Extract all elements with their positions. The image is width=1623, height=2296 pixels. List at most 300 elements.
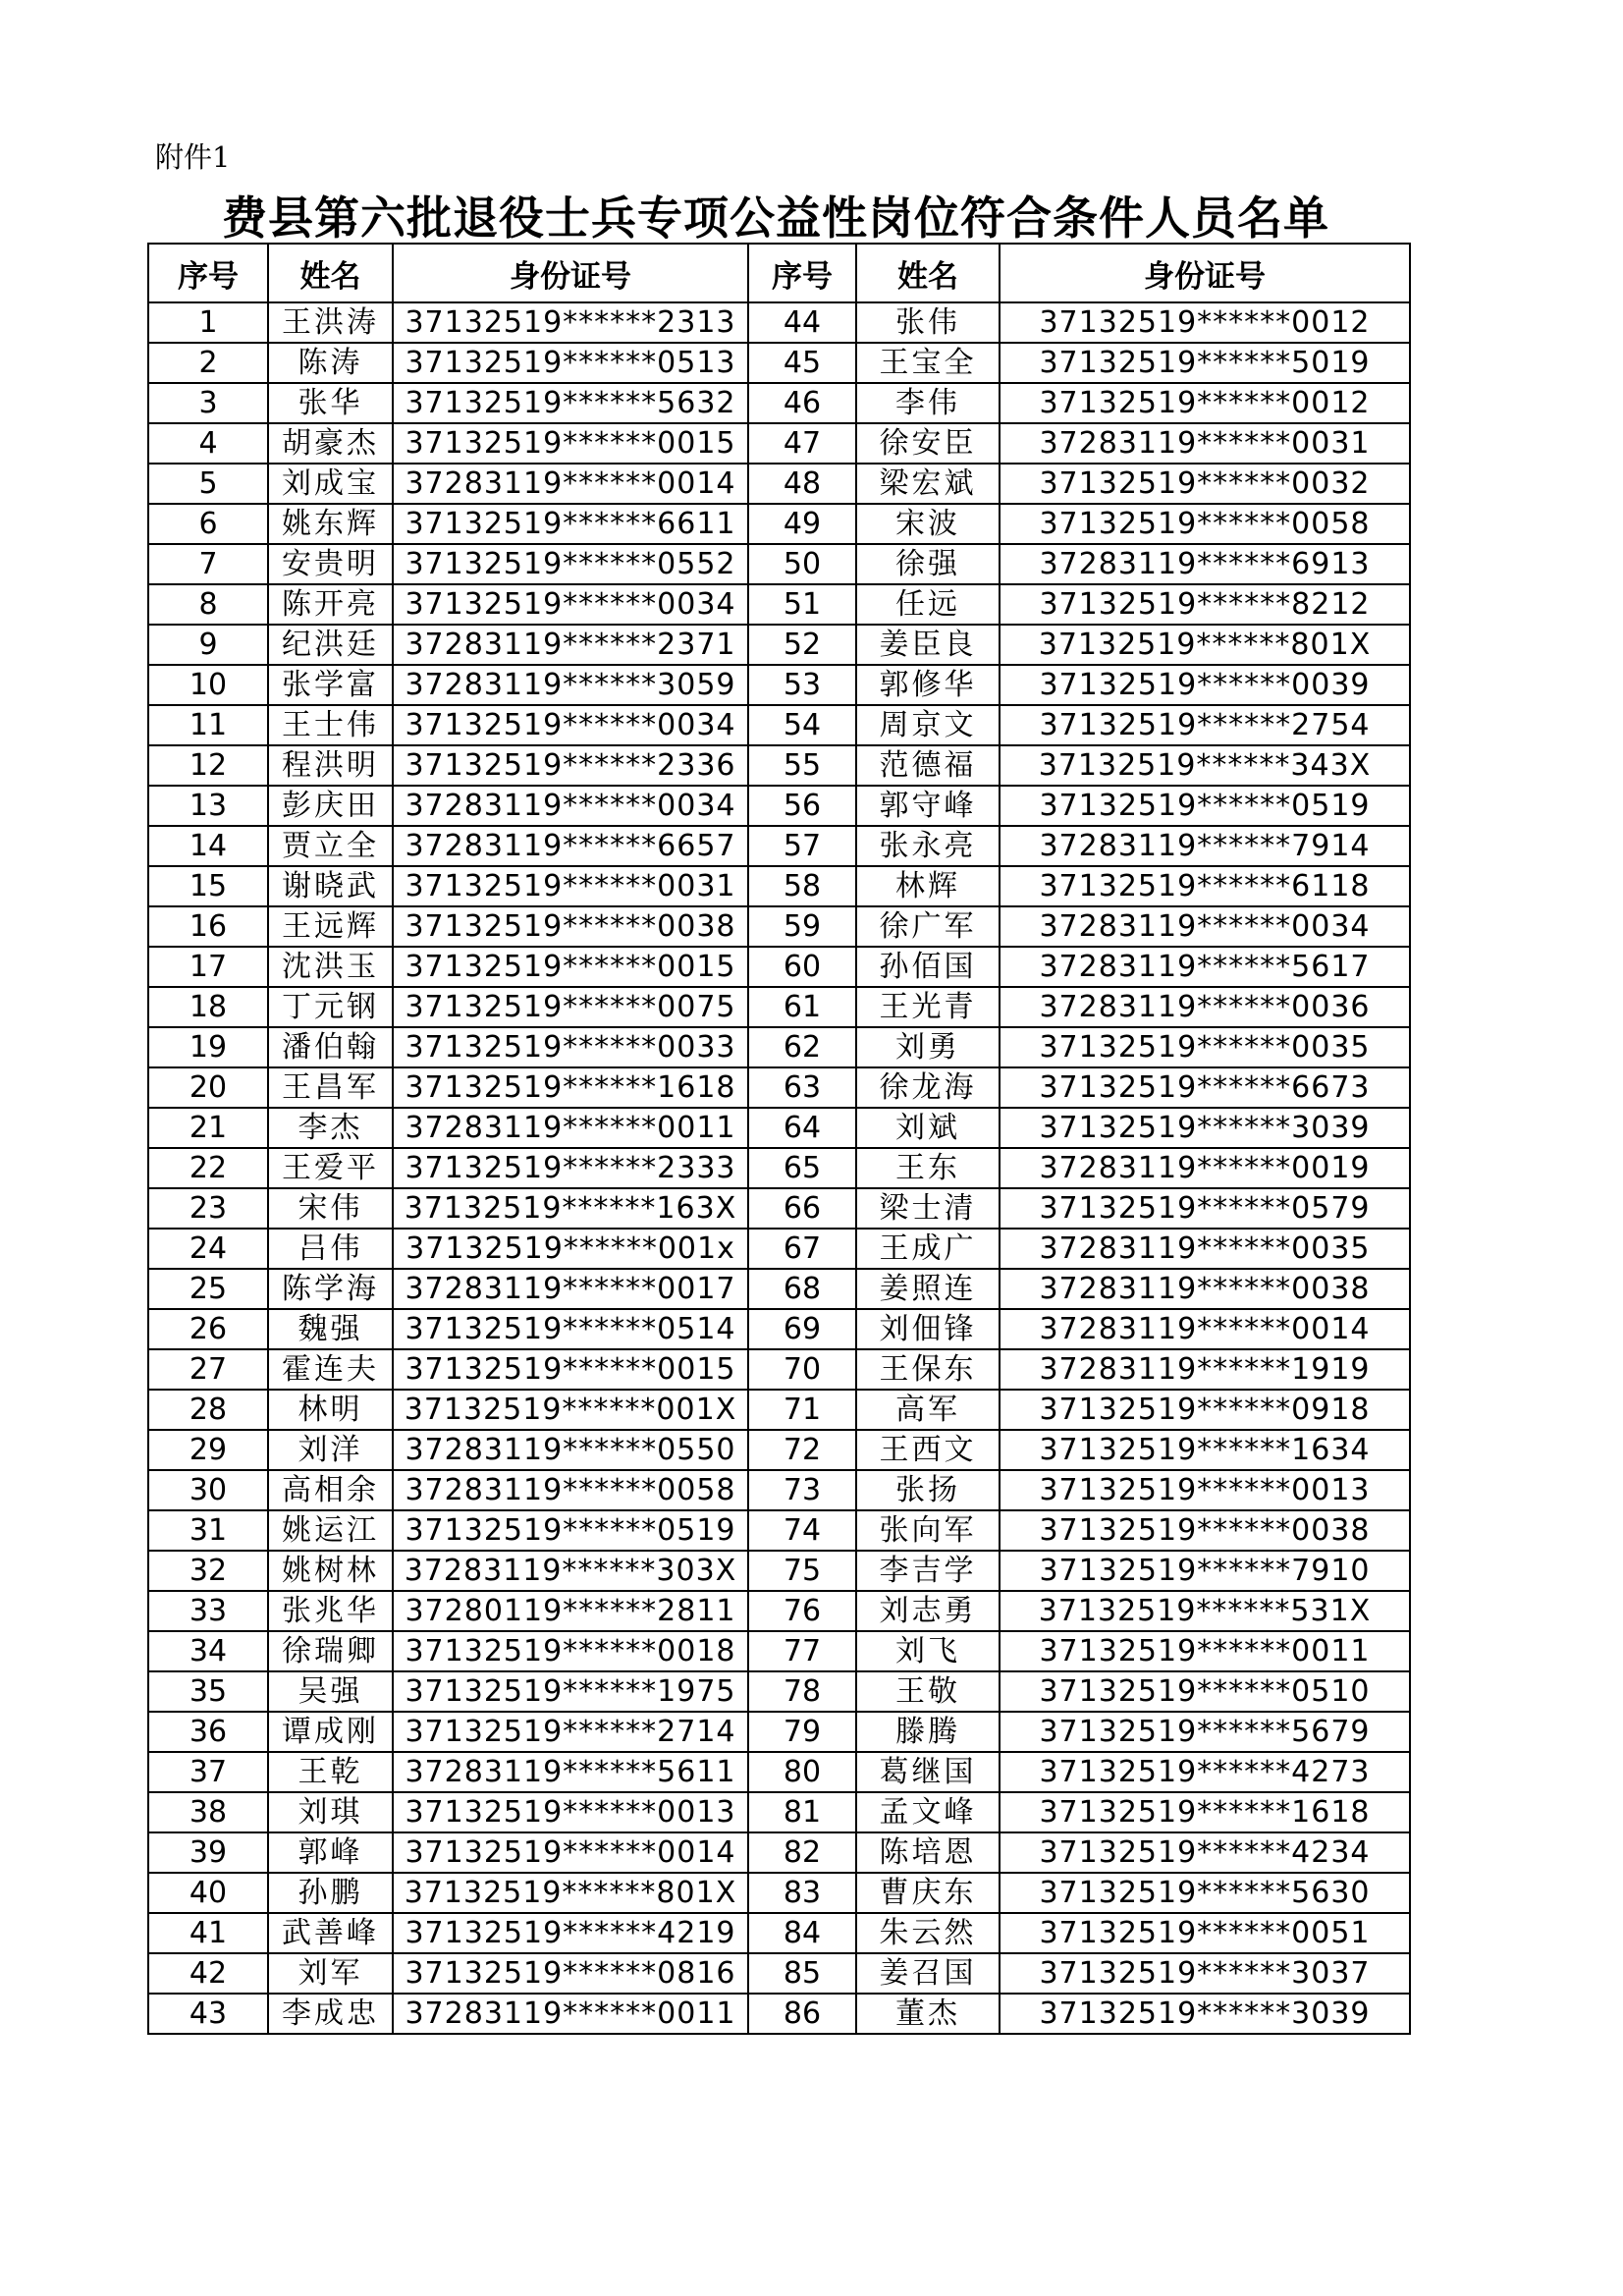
name-cell: 沈洪玉 bbox=[268, 947, 393, 987]
name-cell: 彭庆田 bbox=[268, 786, 393, 826]
seq-cell: 19 bbox=[148, 1027, 268, 1067]
seq-cell: 50 bbox=[748, 544, 856, 584]
seq-cell: 51 bbox=[748, 584, 856, 625]
seq-cell: 6 bbox=[148, 504, 268, 544]
id-number-cell: 37283119******5611 bbox=[393, 1752, 748, 1792]
table-row bbox=[148, 1229, 1410, 1269]
seq-cell: 25 bbox=[148, 1269, 268, 1309]
name-cell: 任远 bbox=[856, 584, 1000, 625]
name-cell: 王昌军 bbox=[268, 1067, 393, 1108]
name-cell: 潘伯翰 bbox=[268, 1027, 393, 1067]
seq-cell: 45 bbox=[748, 343, 856, 383]
id-number-cell: 37132519******1618 bbox=[1000, 1792, 1410, 1832]
personnel-table bbox=[147, 243, 1411, 2035]
id-number-cell: 37280119******2811 bbox=[393, 1591, 748, 1631]
seq-cell: 22 bbox=[148, 1148, 268, 1188]
seq-cell: 62 bbox=[748, 1027, 856, 1067]
seq-cell: 21 bbox=[148, 1108, 268, 1148]
table-row bbox=[148, 1510, 1410, 1551]
seq-cell: 85 bbox=[748, 1953, 856, 1994]
name-cell: 姜照连 bbox=[856, 1269, 1000, 1309]
id-number-cell: 37283119******2371 bbox=[393, 625, 748, 665]
name-cell: 林辉 bbox=[856, 866, 1000, 906]
id-number-cell: 37132519******0011 bbox=[1000, 1631, 1410, 1671]
id-number-cell: 37283119******6657 bbox=[393, 826, 748, 866]
name-cell: 张扬 bbox=[856, 1470, 1000, 1510]
name-cell: 刘飞 bbox=[856, 1631, 1000, 1671]
seq-cell: 71 bbox=[748, 1390, 856, 1430]
name-cell: 宋伟 bbox=[268, 1188, 393, 1229]
id-number-cell: 37132519******0510 bbox=[1000, 1671, 1410, 1712]
id-number-cell: 37283119******3059 bbox=[393, 665, 748, 705]
seq-cell: 34 bbox=[148, 1631, 268, 1671]
id-number-cell: 37132519******0013 bbox=[393, 1792, 748, 1832]
name-cell: 李吉学 bbox=[856, 1551, 1000, 1591]
name-cell: 张伟 bbox=[856, 302, 1000, 343]
seq-cell: 27 bbox=[148, 1349, 268, 1390]
seq-cell: 76 bbox=[748, 1591, 856, 1631]
name-cell: 孟文峰 bbox=[856, 1792, 1000, 1832]
seq-cell: 47 bbox=[748, 423, 856, 464]
seq-cell: 17 bbox=[148, 947, 268, 987]
id-number-cell: 37283119******5617 bbox=[1000, 947, 1410, 987]
table-row bbox=[148, 1994, 1410, 2034]
id-number-cell: 37132519******0032 bbox=[1000, 464, 1410, 504]
seq-cell: 10 bbox=[148, 665, 268, 705]
table-row bbox=[148, 1953, 1410, 1994]
id-number-cell: 37283119******0011 bbox=[393, 1994, 748, 2034]
id-number-cell: 37132519******2754 bbox=[1000, 705, 1410, 745]
name-cell: 霍连夫 bbox=[268, 1349, 393, 1390]
id-number-cell: 37283119******0058 bbox=[393, 1470, 748, 1510]
id-number-cell: 37132519******5679 bbox=[1000, 1712, 1410, 1752]
table-row bbox=[148, 1752, 1410, 1792]
seq-cell: 12 bbox=[148, 745, 268, 786]
seq-cell: 52 bbox=[748, 625, 856, 665]
seq-cell: 65 bbox=[748, 1148, 856, 1188]
name-cell: 范德福 bbox=[856, 745, 1000, 786]
id-number-cell: 37132519******0018 bbox=[393, 1631, 748, 1671]
seq-cell: 49 bbox=[748, 504, 856, 544]
name-cell: 陈培恩 bbox=[856, 1832, 1000, 1873]
id-number-cell: 37132519******2313 bbox=[393, 302, 748, 343]
table-row bbox=[148, 544, 1410, 584]
seq-cell: 54 bbox=[748, 705, 856, 745]
seq-cell: 30 bbox=[148, 1470, 268, 1510]
seq-cell: 35 bbox=[148, 1671, 268, 1712]
seq-cell: 26 bbox=[148, 1309, 268, 1349]
name-cell: 刘洋 bbox=[268, 1430, 393, 1470]
table-row bbox=[148, 1148, 1410, 1188]
name-cell: 葛继国 bbox=[856, 1752, 1000, 1792]
name-cell: 徐广军 bbox=[856, 906, 1000, 947]
seq-cell: 77 bbox=[748, 1631, 856, 1671]
id-number-cell: 37132519******5019 bbox=[1000, 343, 1410, 383]
id-number-cell: 37132519******4234 bbox=[1000, 1832, 1410, 1873]
id-number-cell: 37283119******0031 bbox=[1000, 423, 1410, 464]
table-row bbox=[148, 584, 1410, 625]
id-number-cell: 37132519******4219 bbox=[393, 1913, 748, 1953]
name-cell: 郭守峰 bbox=[856, 786, 1000, 826]
seq-cell: 41 bbox=[148, 1913, 268, 1953]
seq-cell: 32 bbox=[148, 1551, 268, 1591]
seq-cell: 58 bbox=[748, 866, 856, 906]
seq-cell: 44 bbox=[748, 302, 856, 343]
name-cell: 王敬 bbox=[856, 1671, 1000, 1712]
seq-cell: 18 bbox=[148, 987, 268, 1027]
name-cell: 孙佰国 bbox=[856, 947, 1000, 987]
table-row bbox=[148, 987, 1410, 1027]
id-number-cell: 37132519******001X bbox=[393, 1390, 748, 1430]
seq-cell: 13 bbox=[148, 786, 268, 826]
seq-cell: 39 bbox=[148, 1832, 268, 1873]
table-row bbox=[148, 786, 1410, 826]
table-row bbox=[148, 1269, 1410, 1309]
name-cell: 李成忠 bbox=[268, 1994, 393, 2034]
name-cell: 李杰 bbox=[268, 1108, 393, 1148]
seq-cell: 36 bbox=[148, 1712, 268, 1752]
seq-cell: 67 bbox=[748, 1229, 856, 1269]
id-number-cell: 37283119******7914 bbox=[1000, 826, 1410, 866]
name-cell: 贾立全 bbox=[268, 826, 393, 866]
seq-cell: 60 bbox=[748, 947, 856, 987]
id-number-cell: 37132519******0012 bbox=[1000, 302, 1410, 343]
table-row bbox=[148, 1067, 1410, 1108]
seq-header: 序号 bbox=[148, 244, 268, 302]
seq-cell: 55 bbox=[748, 745, 856, 786]
seq-cell: 53 bbox=[748, 665, 856, 705]
name-cell: 陈开亮 bbox=[268, 584, 393, 625]
name-cell: 王光青 bbox=[856, 987, 1000, 1027]
name-cell: 王爱平 bbox=[268, 1148, 393, 1188]
name-cell: 王洪涛 bbox=[268, 302, 393, 343]
seq-cell: 59 bbox=[748, 906, 856, 947]
id-number-cell: 37132519******1618 bbox=[393, 1067, 748, 1108]
seq-cell: 38 bbox=[148, 1792, 268, 1832]
table-row bbox=[148, 1832, 1410, 1873]
id-number-cell: 37132519******0013 bbox=[1000, 1470, 1410, 1510]
name-cell: 王远辉 bbox=[268, 906, 393, 947]
table-row bbox=[148, 1390, 1410, 1430]
seq-cell: 2 bbox=[148, 343, 268, 383]
id-number-cell: 37132519******0015 bbox=[393, 423, 748, 464]
id-number-cell: 37283119******0036 bbox=[1000, 987, 1410, 1027]
id-number-cell: 37132519******531X bbox=[1000, 1591, 1410, 1631]
seq-cell: 20 bbox=[148, 1067, 268, 1108]
seq-cell: 61 bbox=[748, 987, 856, 1027]
seq-cell: 86 bbox=[748, 1994, 856, 2034]
table-row bbox=[148, 1631, 1410, 1671]
id-number-cell: 37283119******0550 bbox=[393, 1430, 748, 1470]
name-cell: 谢晓武 bbox=[268, 866, 393, 906]
name-cell: 魏强 bbox=[268, 1309, 393, 1349]
seq-cell: 43 bbox=[148, 1994, 268, 2034]
seq-cell: 1 bbox=[148, 302, 268, 343]
id-number-cell: 37132519******2714 bbox=[393, 1712, 748, 1752]
name-cell: 姚树林 bbox=[268, 1551, 393, 1591]
id-number-cell: 37132519******0038 bbox=[393, 906, 748, 947]
seq-cell: 79 bbox=[748, 1712, 856, 1752]
name-cell: 梁宏斌 bbox=[856, 464, 1000, 504]
document-title: 费县第六批退役士兵专项公益性岗位符合条件人员名单 bbox=[222, 191, 1329, 245]
id-number-cell: 37132519******7910 bbox=[1000, 1551, 1410, 1591]
id-number-cell: 37132519******0012 bbox=[1000, 383, 1410, 423]
id-number-cell: 37132519******0051 bbox=[1000, 1913, 1410, 1953]
name-cell: 胡豪杰 bbox=[268, 423, 393, 464]
name-cell: 王成广 bbox=[856, 1229, 1000, 1269]
name-cell: 郭峰 bbox=[268, 1832, 393, 1873]
table-row bbox=[148, 625, 1410, 665]
id-number-cell: 37132519******0513 bbox=[393, 343, 748, 383]
name-cell: 董杰 bbox=[856, 1994, 1000, 2034]
name-cell: 曹庆东 bbox=[856, 1873, 1000, 1913]
table-row bbox=[148, 705, 1410, 745]
table-row bbox=[148, 1027, 1410, 1067]
id-number-cell: 37132519******0038 bbox=[1000, 1510, 1410, 1551]
name-cell: 王宝全 bbox=[856, 343, 1000, 383]
name-cell: 陈涛 bbox=[268, 343, 393, 383]
table-row bbox=[148, 1913, 1410, 1953]
table-row bbox=[148, 504, 1410, 544]
id-number-cell: 37283119******6913 bbox=[1000, 544, 1410, 584]
table-row bbox=[148, 343, 1410, 383]
name-cell: 王士伟 bbox=[268, 705, 393, 745]
table-row bbox=[148, 866, 1410, 906]
id-number-cell: 37132519******0015 bbox=[393, 1349, 748, 1390]
seq-cell: 64 bbox=[748, 1108, 856, 1148]
seq-cell: 73 bbox=[748, 1470, 856, 1510]
id-number-cell: 37132519******0918 bbox=[1000, 1390, 1410, 1430]
seq-cell: 78 bbox=[748, 1671, 856, 1712]
name-cell: 张向军 bbox=[856, 1510, 1000, 1551]
seq-cell: 70 bbox=[748, 1349, 856, 1390]
name-cell: 王乾 bbox=[268, 1752, 393, 1792]
id-number-cell: 37132519******0579 bbox=[1000, 1188, 1410, 1229]
name-header: 姓名 bbox=[268, 244, 393, 302]
seq-cell: 83 bbox=[748, 1873, 856, 1913]
id-number-cell: 37283119******0038 bbox=[1000, 1269, 1410, 1309]
id-number-cell: 37132519******3037 bbox=[1000, 1953, 1410, 1994]
seq-cell: 57 bbox=[748, 826, 856, 866]
seq-cell: 11 bbox=[148, 705, 268, 745]
name-cell: 李伟 bbox=[856, 383, 1000, 423]
seq-cell: 74 bbox=[748, 1510, 856, 1551]
name-cell: 程洪明 bbox=[268, 745, 393, 786]
table-row bbox=[148, 1792, 1410, 1832]
seq-cell: 46 bbox=[748, 383, 856, 423]
name-cell: 徐强 bbox=[856, 544, 1000, 584]
id-number-cell: 37132519******6611 bbox=[393, 504, 748, 544]
id-number-cell: 37132519******801X bbox=[1000, 625, 1410, 665]
name-cell: 武善峰 bbox=[268, 1913, 393, 1953]
table-row bbox=[148, 745, 1410, 786]
seq-cell: 80 bbox=[748, 1752, 856, 1792]
id-number-cell: 37132519******0058 bbox=[1000, 504, 1410, 544]
name-cell: 张永亮 bbox=[856, 826, 1000, 866]
id-number-cell: 37283119******0035 bbox=[1000, 1229, 1410, 1269]
table-row bbox=[148, 1551, 1410, 1591]
name-cell: 吕伟 bbox=[268, 1229, 393, 1269]
table-row bbox=[148, 1470, 1410, 1510]
id-number-cell: 37132519******5632 bbox=[393, 383, 748, 423]
seq-cell: 40 bbox=[148, 1873, 268, 1913]
id-number-cell: 37283119******0014 bbox=[393, 464, 748, 504]
table-row bbox=[148, 423, 1410, 464]
table-row bbox=[148, 947, 1410, 987]
seq-cell: 81 bbox=[748, 1792, 856, 1832]
seq-cell: 42 bbox=[148, 1953, 268, 1994]
id-number-cell: 37283119******0011 bbox=[393, 1108, 748, 1148]
name-cell: 刘军 bbox=[268, 1953, 393, 1994]
seq-cell: 29 bbox=[148, 1430, 268, 1470]
seq-header: 序号 bbox=[748, 244, 856, 302]
name-cell: 朱云然 bbox=[856, 1913, 1000, 1953]
name-cell: 高相余 bbox=[268, 1470, 393, 1510]
table-row bbox=[148, 1430, 1410, 1470]
id-header: 身份证号 bbox=[393, 244, 748, 302]
id-number-cell: 37132519******0034 bbox=[393, 705, 748, 745]
name-cell: 张兆华 bbox=[268, 1591, 393, 1631]
name-cell: 郭修华 bbox=[856, 665, 1000, 705]
table-row bbox=[148, 1671, 1410, 1712]
table-row bbox=[148, 1873, 1410, 1913]
seq-cell: 8 bbox=[148, 584, 268, 625]
table-row bbox=[148, 1188, 1410, 1229]
table-row bbox=[148, 1349, 1410, 1390]
table-row bbox=[148, 1591, 1410, 1631]
id-number-cell: 37132519******163X bbox=[393, 1188, 748, 1229]
id-number-cell: 37132519******343X bbox=[1000, 745, 1410, 786]
name-cell: 刘斌 bbox=[856, 1108, 1000, 1148]
table-row bbox=[148, 464, 1410, 504]
table-row bbox=[148, 1108, 1410, 1148]
id-number-cell: 37132519******5630 bbox=[1000, 1873, 1410, 1913]
id-number-cell: 37132519******2333 bbox=[393, 1148, 748, 1188]
id-number-cell: 37283119******0019 bbox=[1000, 1148, 1410, 1188]
table-row bbox=[148, 1712, 1410, 1752]
table-header-row bbox=[148, 244, 1410, 302]
id-number-cell: 37132519******801X bbox=[393, 1873, 748, 1913]
seq-cell: 33 bbox=[148, 1591, 268, 1631]
id-number-cell: 37132519******0014 bbox=[393, 1832, 748, 1873]
name-cell: 宋波 bbox=[856, 504, 1000, 544]
id-number-cell: 37132519******0015 bbox=[393, 947, 748, 987]
seq-cell: 23 bbox=[148, 1188, 268, 1229]
table-row bbox=[148, 302, 1410, 343]
seq-cell: 9 bbox=[148, 625, 268, 665]
name-cell: 徐龙海 bbox=[856, 1067, 1000, 1108]
id-number-cell: 37132519******0031 bbox=[393, 866, 748, 906]
table-row bbox=[148, 1309, 1410, 1349]
id-number-cell: 37132519******0519 bbox=[393, 1510, 748, 1551]
id-number-cell: 37132519******3039 bbox=[1000, 1994, 1410, 2034]
id-number-cell: 37132519******0035 bbox=[1000, 1027, 1410, 1067]
id-number-cell: 37132519******0519 bbox=[1000, 786, 1410, 826]
name-cell: 陈学海 bbox=[268, 1269, 393, 1309]
id-number-cell: 37132519******001x bbox=[393, 1229, 748, 1269]
id-number-cell: 37132519******1634 bbox=[1000, 1430, 1410, 1470]
name-cell: 刘成宝 bbox=[268, 464, 393, 504]
seq-cell: 69 bbox=[748, 1309, 856, 1349]
id-number-cell: 37132519******6673 bbox=[1000, 1067, 1410, 1108]
id-number-cell: 37132519******2336 bbox=[393, 745, 748, 786]
table-row bbox=[148, 906, 1410, 947]
seq-cell: 24 bbox=[148, 1229, 268, 1269]
name-cell: 高军 bbox=[856, 1390, 1000, 1430]
seq-cell: 72 bbox=[748, 1430, 856, 1470]
seq-cell: 68 bbox=[748, 1269, 856, 1309]
name-cell: 姚运江 bbox=[268, 1510, 393, 1551]
id-number-cell: 37283119******0034 bbox=[1000, 906, 1410, 947]
name-cell: 孙鹏 bbox=[268, 1873, 393, 1913]
name-cell: 吴强 bbox=[268, 1671, 393, 1712]
name-cell: 姚东辉 bbox=[268, 504, 393, 544]
name-cell: 纪洪廷 bbox=[268, 625, 393, 665]
seq-cell: 66 bbox=[748, 1188, 856, 1229]
id-number-cell: 37132519******0033 bbox=[393, 1027, 748, 1067]
id-number-cell: 37132519******0039 bbox=[1000, 665, 1410, 705]
name-cell: 梁士清 bbox=[856, 1188, 1000, 1229]
id-number-cell: 37132519******0075 bbox=[393, 987, 748, 1027]
name-cell: 刘志勇 bbox=[856, 1591, 1000, 1631]
attachment-label: 附件1 bbox=[155, 140, 231, 174]
id-number-cell: 37132519******0816 bbox=[393, 1953, 748, 1994]
seq-cell: 16 bbox=[148, 906, 268, 947]
id-number-cell: 37132519******6118 bbox=[1000, 866, 1410, 906]
name-header: 姓名 bbox=[856, 244, 1000, 302]
name-cell: 刘琪 bbox=[268, 1792, 393, 1832]
seq-cell: 84 bbox=[748, 1913, 856, 1953]
seq-cell: 82 bbox=[748, 1832, 856, 1873]
id-number-cell: 37283119******0017 bbox=[393, 1269, 748, 1309]
id-number-cell: 37132519******3039 bbox=[1000, 1108, 1410, 1148]
table-row bbox=[148, 665, 1410, 705]
name-cell: 王东 bbox=[856, 1148, 1000, 1188]
id-number-cell: 37283119******1919 bbox=[1000, 1349, 1410, 1390]
name-cell: 王保东 bbox=[856, 1349, 1000, 1390]
seq-cell: 56 bbox=[748, 786, 856, 826]
id-number-cell: 37283119******303X bbox=[393, 1551, 748, 1591]
name-cell: 姜召国 bbox=[856, 1953, 1000, 1994]
id-number-cell: 37132519******0514 bbox=[393, 1309, 748, 1349]
seq-cell: 14 bbox=[148, 826, 268, 866]
seq-cell: 75 bbox=[748, 1551, 856, 1591]
name-cell: 滕腾 bbox=[856, 1712, 1000, 1752]
name-cell: 姜臣良 bbox=[856, 625, 1000, 665]
name-cell: 刘勇 bbox=[856, 1027, 1000, 1067]
id-number-cell: 37132519******4273 bbox=[1000, 1752, 1410, 1792]
seq-cell: 3 bbox=[148, 383, 268, 423]
id-number-cell: 37283119******0014 bbox=[1000, 1309, 1410, 1349]
table-row bbox=[148, 383, 1410, 423]
name-cell: 张华 bbox=[268, 383, 393, 423]
seq-cell: 28 bbox=[148, 1390, 268, 1430]
seq-cell: 48 bbox=[748, 464, 856, 504]
name-cell: 王西文 bbox=[856, 1430, 1000, 1470]
seq-cell: 31 bbox=[148, 1510, 268, 1551]
id-header: 身份证号 bbox=[1000, 244, 1410, 302]
id-number-cell: 37132519******0552 bbox=[393, 544, 748, 584]
name-cell: 林明 bbox=[268, 1390, 393, 1430]
table-row bbox=[148, 826, 1410, 866]
name-cell: 丁元钢 bbox=[268, 987, 393, 1027]
seq-cell: 4 bbox=[148, 423, 268, 464]
name-cell: 安贵明 bbox=[268, 544, 393, 584]
name-cell: 刘佃锋 bbox=[856, 1309, 1000, 1349]
name-cell: 周京文 bbox=[856, 705, 1000, 745]
seq-cell: 7 bbox=[148, 544, 268, 584]
name-cell: 徐安臣 bbox=[856, 423, 1000, 464]
